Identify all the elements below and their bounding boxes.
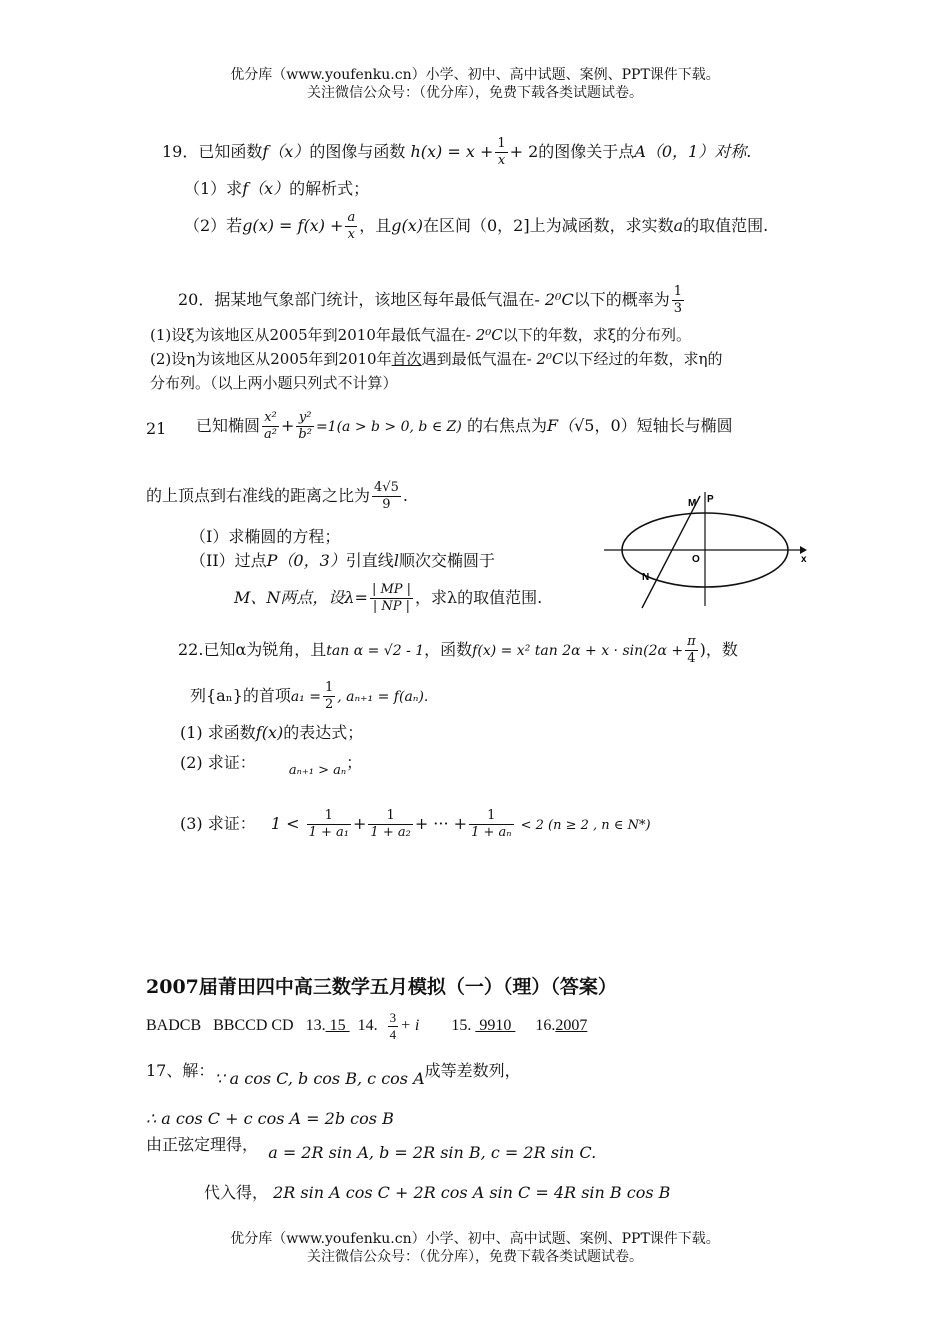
q19-part1: （1）求f（x）的解析式； [184,179,370,198]
q22-line2: 列{aₙ}的首项a₁ = $\frac{1}{2}$ , aₙ₊₁ = f(aₙ). [190,680,429,712]
footer-line-2: 关注微信公众号：（优分库），免费下载各类试题试卷。 [307,1249,643,1265]
sol17-line1: 17、解：∵ a cos C, b cos B, c cos A成等差数列， [146,1061,521,1088]
q21-number: 21 [146,419,167,438]
q20-statement: 20．据某地气象部门统计，该地区每年最低气温在- 2⁰C以下的概率为 $\frac{1}{3}$ [178,284,682,316]
q22-part2: (2) 求证： $_{a_{n+1} > a_n}$； [180,753,363,778]
header-line-2: 关注微信公众号：（优分库），免费下载各类试题试卷。 [307,85,643,101]
q19-statement [162,136,751,169]
q20-part2: (2)设η为该地区从2005年到2010年首次遇到最低气温在- 2⁰C以下经过的年数，求η的 [150,350,723,368]
header-line-1: 优分库（www.youfenku.cn）小学、初中、高中试题、案例、PPT课件下载。 [230,67,720,83]
q21-part3: M、N两点，设λ= $\frac{| MP |}{| NP |}$ ，求λ的取值范围. [234,582,543,614]
sol17-line2: ∴ a cos C + c cos A = 2b cos B [146,1109,394,1128]
q19-pre: 19．已知函数 [162,142,263,161]
q22-part3: (3) 求证： 1 < $\frac{1}{\text{1 + a₁}}$ + $\frac{1}{\text{1 + a₂}}$ + ··· + $\frac{1}{\text{1 + aₙ}}$ < 2 (n ≥ 2 , n ∈ N*) [180,808,651,840]
x-axis-arrow [800,546,807,554]
answers-row: BADCB BBCCD CD 13. 15 14. $\frac{3}{4}$ + i 15. 9910 16.2007 [146,1010,588,1042]
q19-mid: 的图像与函数 [309,142,406,161]
q22-statement: 22.已知α为锐角，且tan α = √2 - 1，函数f(x) = x² tan 2α + x · sin(2α + $\frac{\pi}{4}$ )，数 [178,634,738,666]
q21-part2: （II）过点P（0，3）引直线l顺次交椭圆于 [190,551,495,570]
line-l [642,496,700,608]
q21-line2: 的上顶点到右准线的距离之比为 $\frac{4√5}{9}$ . [146,480,408,512]
q21-statement: 已知椭圆 $\frac{\text{x²}}{\text{a²}}$ + $\frac{\text{y²}}{\text{b²}}$ =1(a > b > 0, b ∈ Z) 的右焦点为F（√5，0）短轴长与椭圆 [196,410,733,442]
q19-f: f（x） [262,142,310,161]
q19-fraction: $\frac{1}{x}$ [497,136,506,168]
label-x: x [801,554,807,565]
label-P: P [707,494,714,505]
label-N: N [642,572,650,583]
q19-h-rhs: + 2 [509,142,539,161]
q20-part2-cont: 分布列。（以上两小题只列式不计算） [150,374,398,392]
ellipse-figure [600,488,812,612]
label-O: O [692,554,700,565]
q19-post: 的图像关于点 [538,142,635,161]
label-M: M [688,498,697,509]
q19-h-lhs: h(x) = x + [410,142,494,161]
answers-title: 2007届莆田四中高三数学五月模拟（一）（理）（答案） [146,976,617,998]
q22-part1: (1) 求函数f(x)的表达式； [180,723,364,742]
sol17-line3: 由正弦定理得， a = 2R sin A, b = 2R sin B, c = 2R sin C. [146,1135,597,1162]
q20-part1: (1)设ξ为该地区从2005年到2010年最低气温在- 2⁰C以下的年数，求ξ的分布列。 [150,326,691,344]
sol17-line4: 代入得， 2R sin A cos C + 2R cos A sin C = 4R sin B cos B [204,1183,671,1202]
q21-part1: （I）求椭圆的方程； [190,527,341,546]
q19-part2: （2）若g(x) = f(x) + $\frac{a}{x}$ ，且g(x)在区间（0，2]上为减函数，求实数a的取值范围. [184,210,769,242]
footer-line-1: 优分库（www.youfenku.cn）小学、初中、高中试题、案例、PPT课件下载。 [230,1231,720,1247]
q19-point: A（0，1）对称. [634,142,752,161]
